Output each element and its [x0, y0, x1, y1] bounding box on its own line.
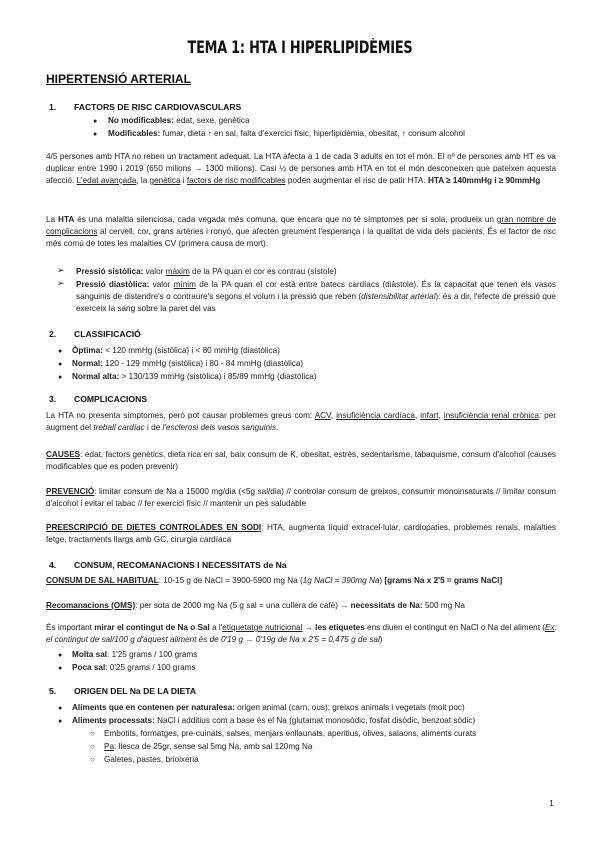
section-1-heading: FACTORS DE RISC CARDIOVASCULARS: [74, 102, 242, 112]
section-heading: HIPERTENSIÓ ARTERIAL: [46, 72, 191, 86]
arrow-bullet-icon: ➢: [57, 278, 65, 288]
section-2-heading: CLASSIFICACIÓ: [74, 329, 141, 339]
risk-factor-modifiable: Modificables: fumar, dieta ↑ en sal, falta d'exercici físic, hiperlipidèmia, obesitat, ↑ consum alcohol: [108, 129, 465, 138]
section-1-number: 1.: [49, 102, 57, 112]
bullet-icon: ●: [93, 118, 98, 125]
systolic-pressure-item: Pressió sistòlica: valor màxim de la PA quan el cor es contrau (sístole): [76, 267, 337, 276]
processed-foods: Aliments processats: NaCl i additius com a base és el Na (glutamat monosòdic, fosfat disòdic, benzoat sòdic): [72, 716, 476, 725]
hta-statistics-paragraph: 4/5 persones amb HTA no reben un tractament adequat. La HTA afecta a 1 de cada 3 adults en tot el món. El nº de persones amb HT es va duplicar entre 1990 i 2019 (650 milions → 1300 milions). Casi ½ de persones amb HTA en tot el món desconeixen que pateixen aquesta afecció. L'edat avançada, la genètica i factors de risc modificables poden augmentar el risc de patir HTA. HTA ≥ 140mmHg i ≥ 90mmHg: [46, 152, 556, 185]
sub-bullet-icon: ○: [90, 742, 95, 751]
nutrition-label-paragraph: És important mirar el contingut de Na o Sal a l'etiquetatge nutricional → les etiquetes ens diuen el contingut en NaCl o Na del aliment (Ex: el contingut de sal/100 g d'aquest aliment és de 0'19 g → 0'19g de Na x 2'5 = 0,475 g de sal): [46, 623, 557, 644]
page-number: 1: [549, 798, 554, 808]
hta-description-paragraph: La HTA és una malaltia silenciosa, cada vegada més comuna, que encara que no té símptomes per si sola, produeix un gran nombre de complicacions al cervell, cor, grans artèries i ronyó, que afecten greument l'esperança i la qualitat de vida dels pacients. És el factor de risc més comú de totes les malalties CV (primera causa de mort).: [46, 215, 556, 248]
bullet-icon: ●: [58, 361, 63, 368]
high-salt-threshold: Molta sal: 1'25 grams / 100 grams: [72, 650, 198, 659]
prevention-paragraph: PREVENCIÓ: limitar consum de Na a 15000 mg/dia (<5g sal/dia) // controlar consum de greixos, consumir monoinsaturats // limitar consum d'alcohol i evitar el tabac // fer exercici físic // mantenir un pes saludable: [46, 487, 556, 508]
section-4-number: 4.: [49, 560, 57, 570]
risk-factor-nonmodifiable: No modificables: edat, sexe, genètica: [108, 116, 250, 125]
bullet-icon: ●: [58, 652, 63, 659]
bread-sodium-item: Pa: llesca de 25gr, sense sal 5mg Na, amb sal 120mg Na: [104, 742, 313, 751]
classification-normal: Normal: 120 - 129 mmHg (sistòlica) i 80 - 84 mmHg (diastòlica): [72, 359, 304, 368]
page-title: TEMA 1: HTA I HIPERLIPIDÈMIES: [187, 38, 413, 57]
pastries-item: Galetes, pastes, brioixeria: [104, 755, 199, 764]
natural-sodium-foods: Aliments que en contenen per naturalesa: origen animal (carn, ous); greixos animals i vegetals (molt poc): [72, 703, 465, 712]
classification-normal-high: Normal alta: > 130/139 mmHg (sistòlica) i 85/89 mmHg (diastòlica): [72, 372, 317, 381]
section-5-number: 5.: [49, 686, 57, 696]
causes-paragraph: CAUSES: edat, factors genètics, dieta rica en sal, baix consum de K, obesitat, estrès, sedentarisme, tabaquisme, consum d'alcohol (causes modificables que es poden prevenir): [46, 450, 556, 471]
bullet-icon: ●: [58, 348, 63, 355]
who-recommendations: Recomanacions (OMS): per sota de 2000 mg Na (5 g sal = una cullera de cafè) → necessitats de Na: 500 mg Na: [46, 601, 465, 610]
section-4-heading: CONSUM, RECOMANACIONS I NECESSITATS de Na: [74, 560, 287, 570]
sub-bullet-icon: ○: [90, 729, 95, 738]
bullet-icon: ●: [58, 705, 63, 712]
arrow-bullet-icon: ➢: [57, 265, 65, 275]
bullet-icon: ●: [58, 665, 63, 672]
low-salt-threshold: Poca sal: 0'25 grams / 100 grams: [72, 663, 196, 672]
section-2-number: 2.: [49, 329, 57, 339]
complications-paragraph: La HTA no presenta símptomes, però pot causar problemes greus com: ACV, insuficiència cardíaca, infart, insuficiència renal crònica: per augment del treball cardíac i de l'esclerosi dels vasos sanguinis.: [46, 411, 556, 432]
section-3-number: 3.: [49, 394, 57, 404]
section-5-heading: ORIGEN DEL Na DE LA DIETA: [74, 686, 197, 696]
section-3-heading: COMPLICACIONS: [74, 394, 148, 404]
sub-bullet-icon: ○: [90, 755, 95, 764]
habitual-salt-consumption: CONSUM DE SAL HABITUAL: 10-15 g de NaCl = 3900-5900 mg Na (1g NaCl = 390mg Na) [grams Na x 2'5 = grams NaCl]: [46, 576, 503, 585]
bullet-icon: ●: [58, 718, 63, 725]
bullet-icon: ●: [58, 374, 63, 381]
classification-optimal: Òptima: < 120 mmHg (sistòlica) i < 80 mmHg (diastòlica): [72, 346, 280, 355]
processed-foods-examples: Embotits, formatges, pre-cuinats, salses, menjars enllaunats, aperitius, olives, salaons, aliments curats: [104, 729, 477, 738]
bullet-icon: ●: [93, 131, 98, 138]
diastolic-pressure-item: Pressió diastòlica: valor mínim de la PA quan el cor està entre batecs cardíacs (diàstole). És la capacitat que tenen els vasos sanguinis de distendre's o contraure's segons el volum i la pressió que reben (distensibilitat arterial): és a dir, l'efecte de pressió que exerceix la sang sobre la paret del vas: [76, 280, 556, 313]
sodium-diet-prescription-paragraph: PREESCRIPCIÓ DE DIETES CONTROLADES EN SODI: HTA, augmenta líquid extracel·lular, cardiopaties, problemes renals, malalties fetge, tractaments llargs amb GC, cirurgia cardíaca: [46, 523, 556, 544]
